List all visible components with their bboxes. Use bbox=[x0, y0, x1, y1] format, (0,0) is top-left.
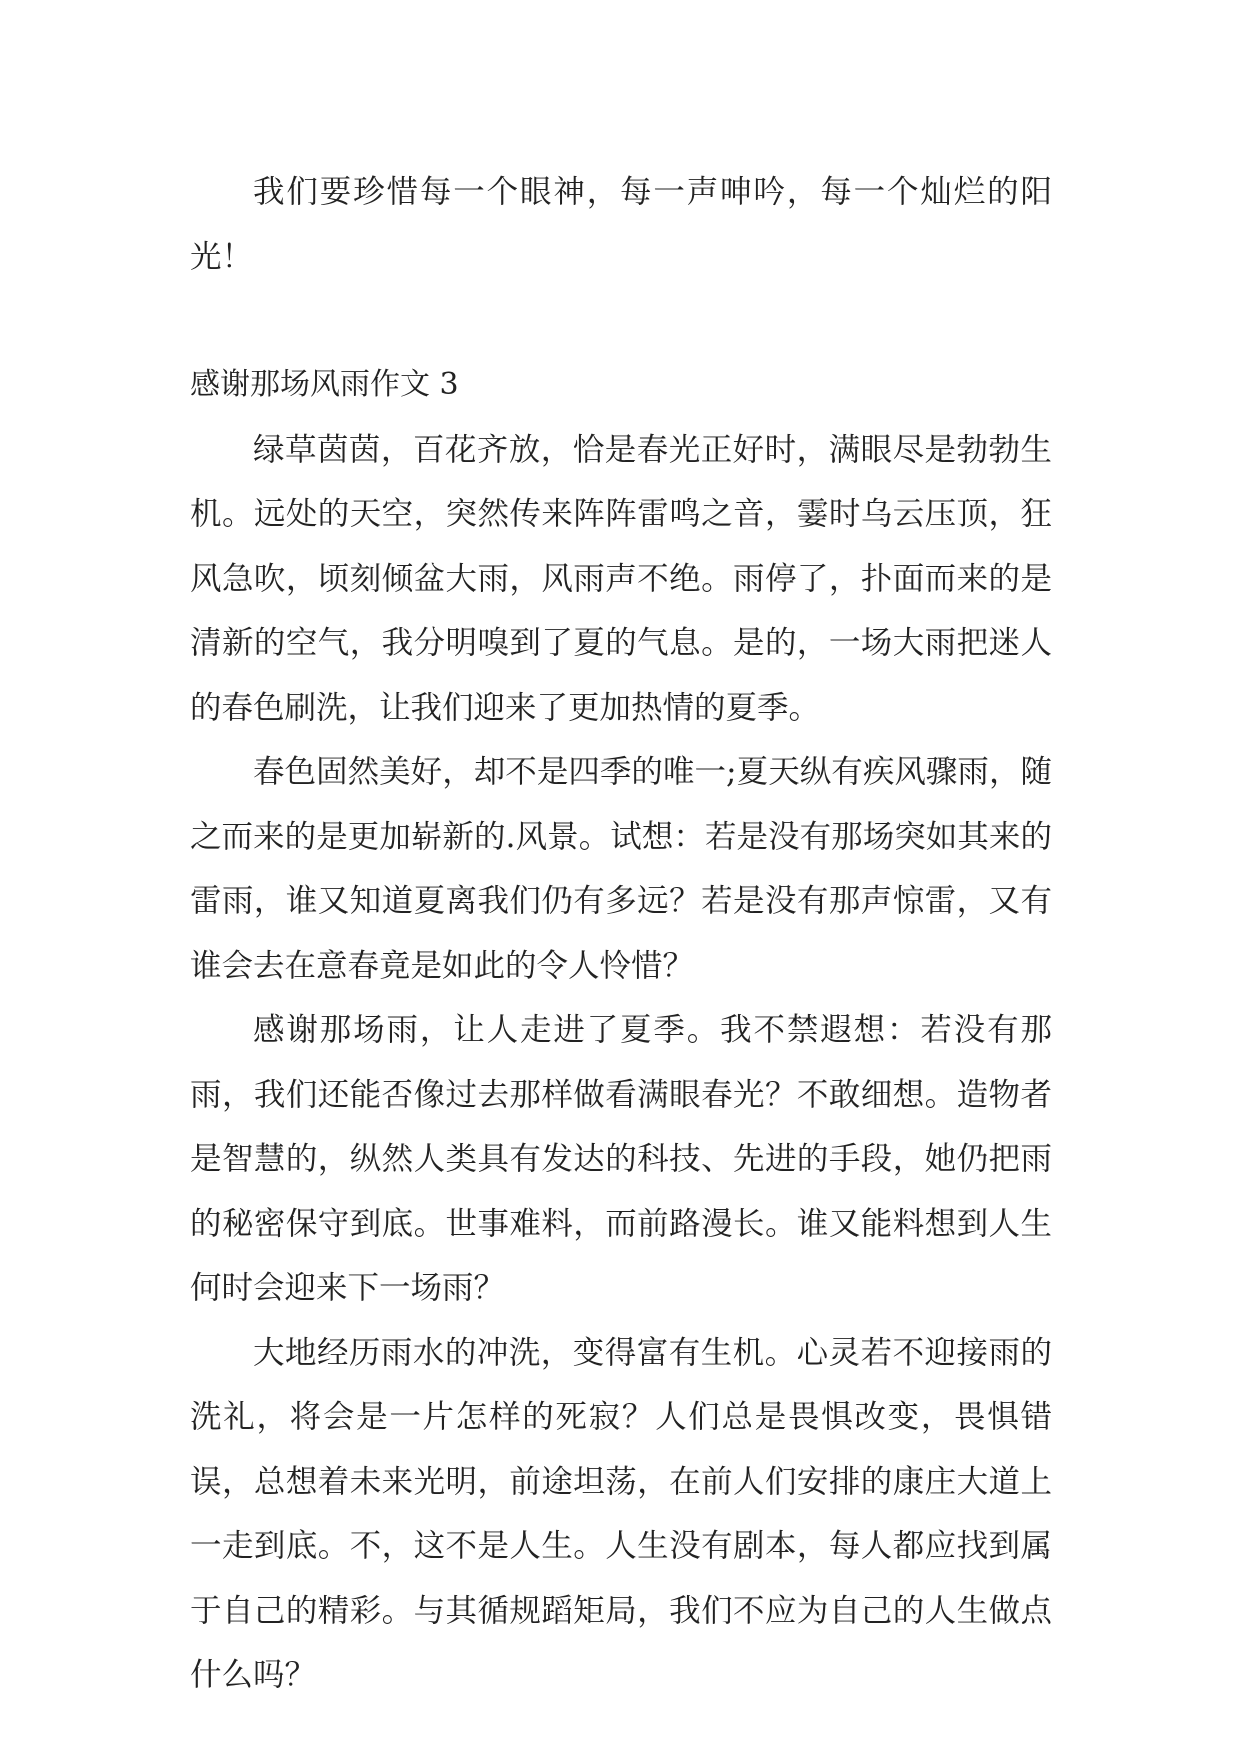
document-body bbox=[190, 160, 1052, 1708]
section-title: 感谢那场风雨作文 3 bbox=[190, 367, 459, 402]
body-paragraph-4: 大地经历雨水的冲洗，变得富有生机。心灵若不迎接雨的洗礼，将会是一片怎样的死寂？人们总是畏惧改变，畏惧错误，总想着未来光明，前途坦荡，在前人们安排的康庄大道上一走到底。不，这不是人生。人生没有剧本，每人都应找到属于自己的精彩。与其循规蹈矩局，我们不应为自己的人生做点什么吗？ bbox=[190, 1334, 1052, 1693]
body-paragraph-3: 感谢那场雨，让人走进了夏季。我不禁遐想：若没有那雨，我们还能否像过去那样做看满眼春光？不敢细想。造物者是智慧的，纵然人类具有发达的科技、先进的手段，她仍把雨的秘密保守到底。世事难料，而前路漫长。谁又能料想到人生何时会迎来下一场雨？ bbox=[190, 1012, 1052, 1306]
intro-paragraph: 我们要珍惜每一个眼神，每一声呻吟，每一个灿烂的阳光！ bbox=[190, 174, 1052, 275]
body-paragraph-1: 绿草茵茵，百花齐放，恰是春光正好时，满眼尽是勃勃生机。远处的天空，突然传来阵阵雷鸣之音，霎时乌云压顶，狂风急吹，顷刻倾盆大雨，风雨声不绝。雨停了，扑面而来的是清新的空气，我分明嗅到了夏的气息。是的，一场大雨把迷人的春色刷洗，让我们迎来了更加热情的夏季。 bbox=[190, 431, 1052, 726]
section-gap bbox=[190, 289, 1052, 353]
body-paragraph-2: 春色固然美好，却不是四季的唯一;夏天纵有疾风骤雨，随之而来的是更加崭新的.风景。试想：若是没有那场突如其来的雷雨，谁又知道夏离我们仍有多远？若是没有那声惊雷，又有谁会去在意春竟是如此的令人怜惜？ bbox=[190, 754, 1052, 984]
